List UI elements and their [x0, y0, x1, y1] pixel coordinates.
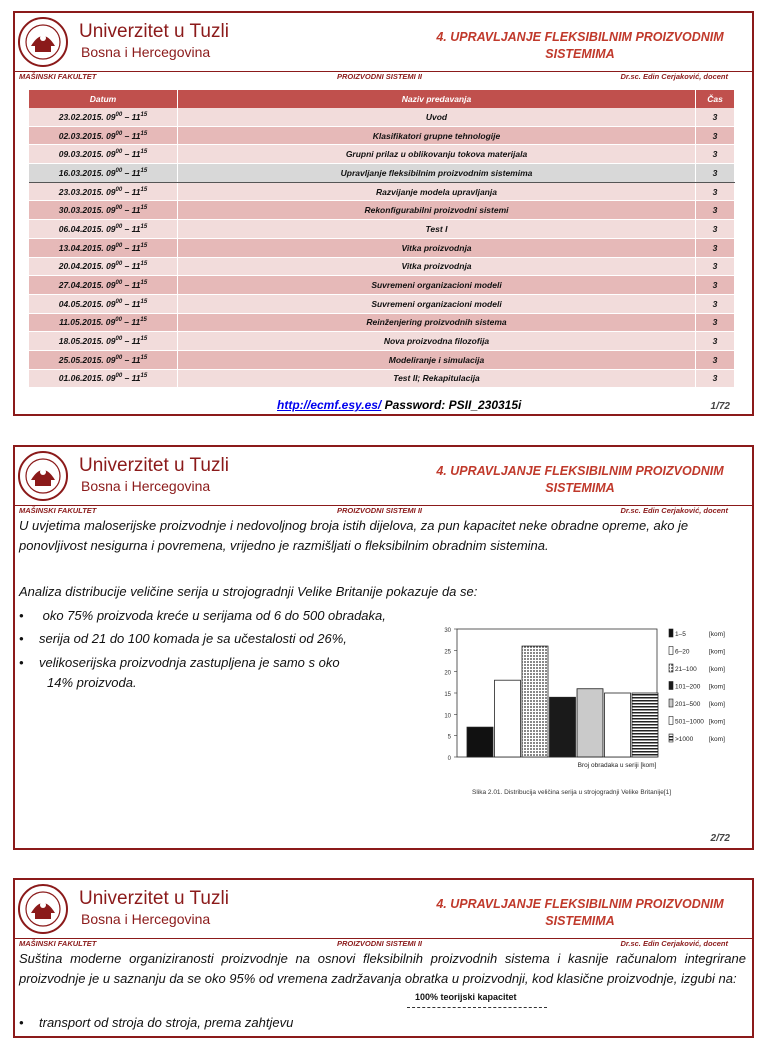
y-tick-label: 0: [447, 756, 451, 762]
row-hours: 3: [696, 145, 735, 164]
column-header-date: Datum: [29, 90, 178, 108]
table-row: [29, 257, 735, 276]
row-hours: 3: [696, 126, 735, 145]
bullet-item: • oko 75% proizvoda kreće u serijama od 6 do 500 obradaka,: [19, 608, 386, 623]
row-hours: 3: [696, 201, 735, 220]
table-row: [29, 220, 735, 239]
bullet-text: serija od 21 do 100 komada je sa učestalosti od 26%,: [39, 631, 347, 646]
row-hours: 3: [696, 332, 735, 351]
row-hours: 3: [696, 294, 735, 313]
row-date-time: 13.04.2015. $09^{00} - 11^{15}$: [29, 238, 178, 257]
legend-label: 6–20: [675, 648, 690, 656]
faculty-label: MAŠINSKI FAKULTET: [19, 72, 97, 81]
capacity-figure-line: [407, 1007, 547, 1009]
row-hours: 3: [696, 350, 735, 369]
bullet-text: transport od stroja do stroja, prema zahtjevu: [39, 1015, 294, 1030]
slide-header: [15, 447, 752, 505]
bar-6: [605, 693, 631, 757]
legend-swatch: [669, 717, 673, 725]
row-date-time: 06.04.2015. $09^{00} - 11^{15}$: [29, 220, 178, 239]
row-lecture-title: Razvijanje modela upravljanja: [178, 182, 696, 201]
row-hours: 3: [696, 369, 735, 388]
table-row: [29, 182, 735, 201]
table-row: [29, 332, 735, 351]
legend-unit: [kom]: [709, 648, 725, 656]
row-date-time: 16.03.2015. $09^{00} - 11^{15}$: [29, 164, 178, 183]
legend-unit: [kom]: [709, 683, 725, 691]
intro-paragraph: Suština moderne organiziranosti proizvodnje na osnovi fleksibilnih proizvodnih sistema i kasnije računalom integrirane proizvodnje je u saznanju da se oko 95% od vremena zadržavanja obratka u proizvodnji, kod klasične proizvodnje, izgubi na:: [19, 951, 746, 986]
legend-swatch: [669, 682, 673, 690]
course-label: PROIZVODNI SISTEMI II: [337, 506, 423, 515]
row-lecture-title: Modeliranje i simulacija: [178, 350, 696, 369]
legend-unit: [kom]: [709, 736, 725, 743]
bar-7: [632, 693, 658, 757]
university-name: Univerzitet u Tuzli: [79, 21, 229, 42]
row-date-time: 20.04.2015. $09^{00} - 11^{15}$: [29, 257, 178, 276]
y-tick-label: 5: [447, 734, 451, 741]
course-label: PROIZVODNI SISTEMI II: [337, 939, 423, 948]
table-row: [29, 350, 735, 369]
bar-4: [550, 697, 576, 757]
row-date-time: 23.02.2015. $09^{00} - 11^{15}$: [29, 108, 178, 126]
legend-swatch: [669, 647, 673, 655]
y-tick-label: 10: [444, 713, 451, 720]
row-lecture-title: Rekonfigurabilni proizvodni sistemi: [178, 201, 696, 220]
university-name: Univerzitet u Tuzli: [79, 888, 229, 909]
page-number: 2/72: [710, 833, 730, 844]
course-website-link[interactable]: http://ecmf.esy.es/: [277, 398, 382, 412]
table-row: [29, 145, 735, 164]
chapter-title: 4. UPRAVLJANJE FLEKSIBILNIM PROIZVODNIM SISTEMIMA: [436, 897, 724, 928]
column-header-cas: Čas: [696, 90, 735, 108]
legend-label: >1000: [675, 736, 694, 743]
slide-header: [15, 880, 752, 938]
row-lecture-title: Nova proizvodna filozofija: [178, 332, 696, 351]
university-name: Univerzitet u Tuzli: [79, 455, 229, 476]
faculty-label: MAŠINSKI FAKULTET: [19, 506, 97, 515]
row-date-time: 11.05.2015. $09^{00} - 11^{15}$: [29, 313, 178, 332]
bar-5: [577, 689, 603, 757]
meta-bar: [15, 71, 752, 82]
legend-label: 21–100: [675, 666, 697, 673]
row-lecture-title: Suvremeni organizacioni modeli: [178, 294, 696, 313]
course-label: PROIZVODNI SISTEMI II: [337, 72, 423, 81]
table-row: [29, 313, 735, 332]
lecture-schedule-table: [29, 90, 735, 388]
row-lecture-title: Suvremeni organizacioni modeli: [178, 276, 696, 295]
faculty-label: MAŠINSKI FAKULTET: [19, 939, 97, 948]
x-axis-label: Broj obradaka u seriji [kom]: [577, 762, 657, 769]
y-tick-label: 15: [444, 692, 451, 698]
table-row: [29, 238, 735, 257]
chapter-title: 4. UPRAVLJANJE FLEKSIBILNIM PROIZVODNIM SISTEMIMA: [436, 464, 724, 495]
row-date-time: 27.04.2015. $09^{00} - 11^{15}$: [29, 276, 178, 295]
bullet-continuation: 14% proizvoda.: [47, 675, 137, 690]
legend-unit: [kom]: [709, 701, 725, 708]
row-lecture-title: Test I: [178, 220, 696, 239]
bar-2: [495, 680, 521, 757]
slide-2: [13, 445, 754, 850]
password-text: Password: PSII_230315i: [381, 398, 522, 412]
university-seal-icon: [17, 16, 69, 68]
row-lecture-title: Upravljanje fleksibilnim proizvodnim sistemima: [178, 164, 696, 183]
row-date-time: 02.03.2015. $09^{00} - 11^{15}$: [29, 126, 178, 145]
meta-bar: [15, 505, 752, 516]
row-hours: 3: [696, 238, 735, 257]
bullet-item: • velikoserijska proizvodnja zastupljena je samo s oko: [19, 655, 340, 670]
row-hours: 3: [696, 313, 735, 332]
figure-caption: Slika 2.01. Distribucija veličina serija u strojogradnji Velike Britanije[1]: [472, 789, 672, 796]
legend-label: 501–1000: [675, 718, 704, 726]
bullet-text: velikoserijska proizvodnja zastupljena je samo s oko: [39, 655, 340, 670]
row-lecture-title: Vitka proizvodnja: [178, 257, 696, 276]
row-date-time: 01.06.2015. $09^{00} - 11^{15}$: [29, 369, 178, 388]
bullet-text: oko 75% proizvoda kreće u serijama od 6 do 500 obradaka,: [39, 608, 386, 623]
table-row: [29, 164, 735, 183]
row-date-time: 09.03.2015. $09^{00} - 11^{15}$: [29, 145, 178, 164]
capacity-figure-label: 100% teorijski kapacitet: [415, 992, 517, 1002]
analysis-paragraph: Analiza distribucije veličine serija u strojogradnji Velike Britanije pokazuje da se:: [19, 584, 478, 599]
row-hours: 3: [696, 257, 735, 276]
bar-1: [467, 727, 493, 757]
legend-swatch: [669, 699, 673, 707]
lecturer-label: Dr.sc. Edin Cerjaković, docent: [620, 506, 728, 515]
university-seal-icon: [17, 883, 69, 935]
legend-unit: [kom]: [709, 718, 725, 726]
table-body: [29, 108, 735, 388]
row-date-time: 04.05.2015. $09^{00} - 11^{15}$: [29, 294, 178, 313]
meta-bar: [15, 938, 752, 949]
row-lecture-title: Uvod: [178, 108, 696, 126]
table-row: [29, 276, 735, 295]
bar-3: [522, 646, 548, 757]
y-tick-label: 30: [444, 628, 451, 634]
row-lecture-title: Reinženjering proizvodnih sistema: [178, 313, 696, 332]
table-row: [29, 201, 735, 220]
intro-paragraph: U uvjetima maloserijske proizvodnje i nedovoljnog broja istih dijelova, za pun kapacitet neke obradne opreme, ako je ponovljivost nesigurna i povremena, vrijedno je razmišljati o fleksibilnim obradnim sistemina.: [19, 518, 689, 553]
row-lecture-title: Test II; Rekapitulacija: [178, 369, 696, 388]
row-hours: 3: [696, 276, 735, 295]
university-seal-icon: [17, 450, 69, 502]
legend-label: 1–5: [675, 631, 686, 638]
slide-1: [13, 11, 754, 416]
footer-link-line: [277, 398, 521, 412]
country-name: Bosna i Hercegovina: [81, 478, 211, 494]
slide-header: [15, 13, 752, 71]
legend-unit: [kom]: [709, 666, 725, 673]
country-name: Bosna i Hercegovina: [81, 911, 211, 927]
row-hours: 3: [696, 182, 735, 201]
row-lecture-title: Vitka proizvodnja: [178, 238, 696, 257]
page-number: 1/72: [710, 401, 730, 412]
table-row: [29, 108, 735, 126]
table-header-row: [29, 90, 735, 108]
row-hours: 3: [696, 220, 735, 239]
country-name: Bosna i Hercegovina: [81, 44, 211, 60]
row-date-time: 23.03.2015. $09^{00} - 11^{15}$: [29, 182, 178, 201]
bullet-item: • transport od stroja do stroja, prema zahtjevu: [19, 1015, 294, 1030]
table-row: [29, 126, 735, 145]
row-date-time: 30.03.2015. $09^{00} - 11^{15}$: [29, 201, 178, 220]
lecturer-label: Dr.sc. Edin Cerjaković, docent: [620, 939, 728, 948]
table-row: [29, 294, 735, 313]
legend-label: 101–200: [675, 683, 701, 691]
row-hours: 3: [696, 164, 735, 183]
legend-unit: [kom]: [709, 631, 725, 638]
row-date-time: 25.05.2015. $09^{00} - 11^{15}$: [29, 350, 178, 369]
legend-label: 201–500: [675, 701, 701, 708]
lecturer-label: Dr.sc. Edin Cerjaković, docent: [620, 72, 728, 81]
column-header-title: Naziv predavanja: [178, 90, 696, 108]
legend-swatch: [669, 734, 673, 742]
row-hours: 3: [696, 108, 735, 126]
row-lecture-title: Grupni prilaz u oblikovanju tokova materijala: [178, 145, 696, 164]
chapter-title: 4. UPRAVLJANJE FLEKSIBILNIM PROIZVODNIM SISTEMIMA: [436, 30, 724, 61]
row-lecture-title: Klasifikatori grupne tehnologije: [178, 126, 696, 145]
legend-swatch: [669, 664, 673, 672]
legend-swatch: [669, 629, 673, 637]
y-tick-label: 20: [444, 670, 451, 677]
batch-size-bar-chart: [425, 619, 745, 784]
y-tick-label: 25: [444, 649, 451, 656]
bullet-item: • serija od 21 do 100 komada je sa učestalosti od 26%,: [19, 631, 347, 646]
slide-3: [13, 878, 754, 1038]
row-date-time: 18.05.2015. $09^{00} - 11^{15}$: [29, 332, 178, 351]
table-row: [29, 369, 735, 388]
